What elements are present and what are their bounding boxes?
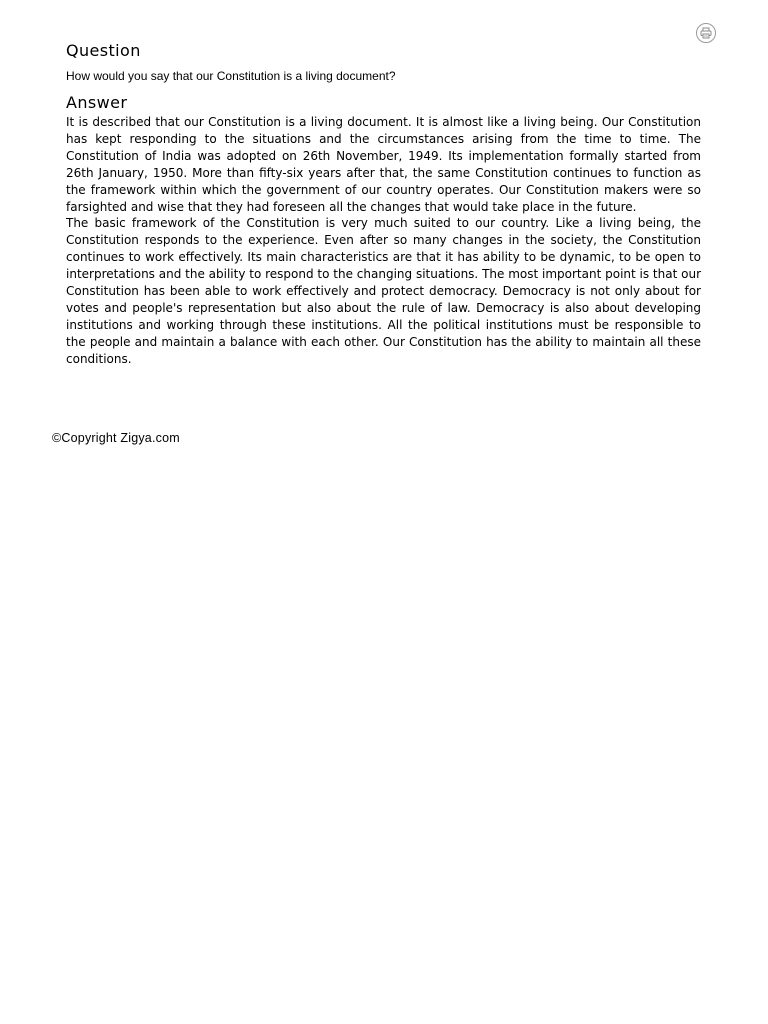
copyright-notice: ©Copyright Zigya.com [52,431,180,445]
answer-heading: Answer [66,93,128,112]
question-text: How would you say that our Constitution is a living document? [66,69,396,83]
printer-icon-glyph [700,27,712,39]
answer-paragraph-1: It is described that our Constitution is a living document. It is almost like a living being. Our Constitution has kept responding to the situations and the circumstances arising from the time to time. The Constitution of India was adopted on 26th November, 1949. Its implementation formally started from 26th January, 1950. More than fifty-six years after that, the same Constitution continues to function as the framework within which the government of our country operates. Our Constitution makers were so farsighted and wise that they had foreseen all the changes that would take place in the future. [66,115,701,214]
question-heading: Question [66,41,141,60]
answer-paragraph-2: The basic framework of the Constitution is very much suited to our country. Like a living being, the Constitution responds to the experience. Even after so many changes in the society, the Constitution continues to work effectively. Its main characteristics are that it has ability to be dynamic, to be open to interpretations and the ability to respond to the changing situations. The most important point is that our Constitution has been able to work effectively and protect democracy. Democracy is not only about for votes and people's representation but also about the rule of law. Democracy is also about developing institutions and working through these institutions. All the political institutions must be responsible to the people and maintain a balance with each other. Our Constitution has the ability to maintain all these conditions. [66,216,701,366]
qa-content [66,40,701,368]
